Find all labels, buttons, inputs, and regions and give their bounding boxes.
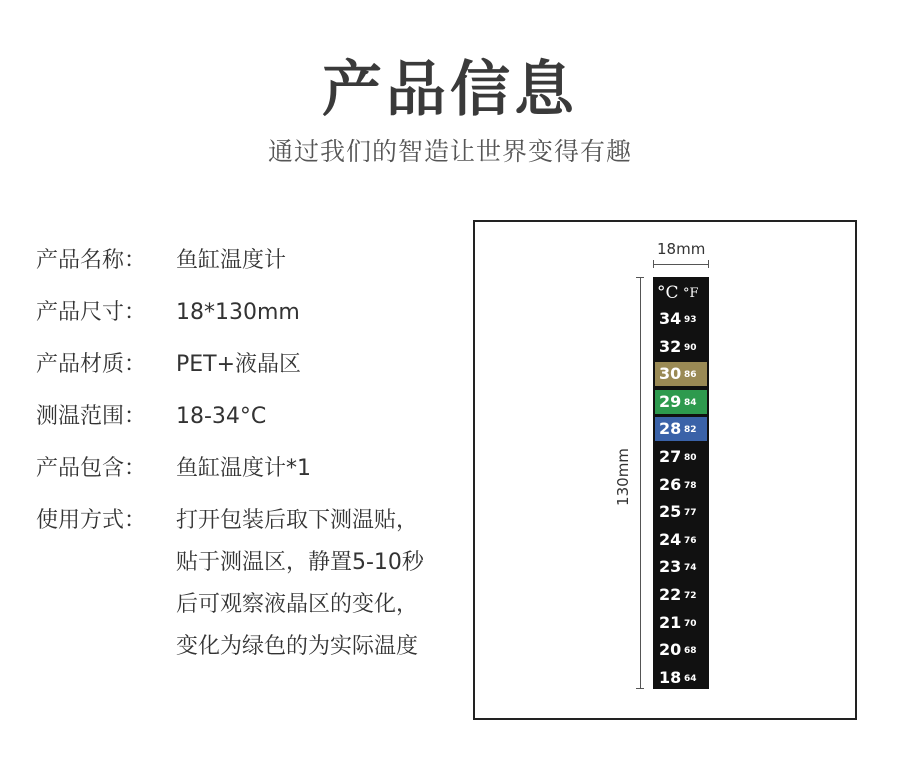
fahrenheit-value: 93 [684,315,697,325]
temperature-reading [655,638,707,662]
celsius-value: 24 [659,529,682,549]
temperature-reading [655,335,707,359]
width-dimension-tick [653,260,654,268]
temperature-reading [655,583,707,607]
celsius-value: 21 [659,612,682,632]
page-subtitle: 通过我们的智造让世界变得有趣 [267,137,632,166]
celsius-value: 29 [659,391,682,411]
fahrenheit-value: 78 [684,480,697,491]
fahrenheit-value: 86 [684,370,697,381]
spec-value: 鱼缸温度计 [176,248,287,273]
page-title: 产品信息 [322,55,578,125]
spec-label: 产品尺寸： [36,300,147,325]
spec-value-line: 后可观察液晶区的变化， [176,592,419,617]
celsius-value: 25 [659,502,682,522]
fahrenheit-value: 70 [684,618,697,629]
spec-value: 鱼缸温度计*1 [176,456,311,481]
spec-label: 产品名称： [36,248,147,273]
fahrenheit-value: 84 [684,397,697,408]
fahrenheit-value: 90 [684,342,697,353]
height-dimension-line [640,277,641,689]
spec-label: 产品材质： [36,352,147,377]
temperature-reading [655,555,707,579]
celsius-value: 26 [659,474,682,494]
width-dimension-label: 18mm [657,240,706,258]
fahrenheit-value: 64 [684,673,697,684]
fahrenheit-unit: °F [683,286,699,301]
spec-value: 18*130mm [176,300,300,325]
temperature-reading [655,390,707,414]
celsius-value: 22 [659,585,682,604]
spec-label: 产品包含： [36,456,147,481]
fahrenheit-value: 76 [684,535,697,546]
height-dimension-label: 130mm [614,448,632,506]
celsius-unit: °C [657,283,679,303]
temperature-reading [655,528,707,552]
celsius-value: 27 [659,447,682,466]
fahrenheit-value: 74 [684,563,697,574]
spec-value-line: 变化为绿色的为实际温度 [176,634,419,659]
fahrenheit-value: 82 [684,425,697,436]
fahrenheit-value: 68 [684,646,697,657]
temperature-reading [655,500,707,524]
celsius-value: 28 [659,419,682,439]
height-dimension-tick [636,277,644,278]
temperature-reading [655,611,707,635]
celsius-value: 30 [659,364,682,384]
unit-header [653,283,709,303]
fahrenheit-value: 72 [684,591,697,601]
product-diagram-panel [473,220,857,720]
spec-value-line: 贴于测温区，静置5-10秒 [176,550,424,575]
spec-label: 使用方式： [36,508,147,533]
temperature-reading [655,417,707,441]
temperature-reading [655,445,707,469]
temperature-reading [655,362,707,386]
spec-label: 测温范围： [36,404,147,429]
celsius-value: 32 [659,336,682,356]
celsius-value: 18 [659,667,682,687]
temperature-reading [655,666,707,690]
fahrenheit-value: 80 [684,453,697,463]
width-dimension-tick [708,260,709,268]
height-dimension-tick [636,688,644,689]
temperature-reading [655,307,707,331]
celsius-value: 34 [659,309,682,328]
celsius-value: 23 [659,557,682,577]
spec-value: PET+液晶区 [176,352,302,377]
thermometer-strip [653,277,709,689]
spec-value-line: 打开包装后取下测温贴， [176,508,419,533]
width-dimension-line [653,264,709,265]
temperature-reading [655,473,707,497]
fahrenheit-value: 77 [684,508,697,519]
celsius-value: 20 [659,640,682,660]
spec-value: 18-34°C [176,404,267,429]
